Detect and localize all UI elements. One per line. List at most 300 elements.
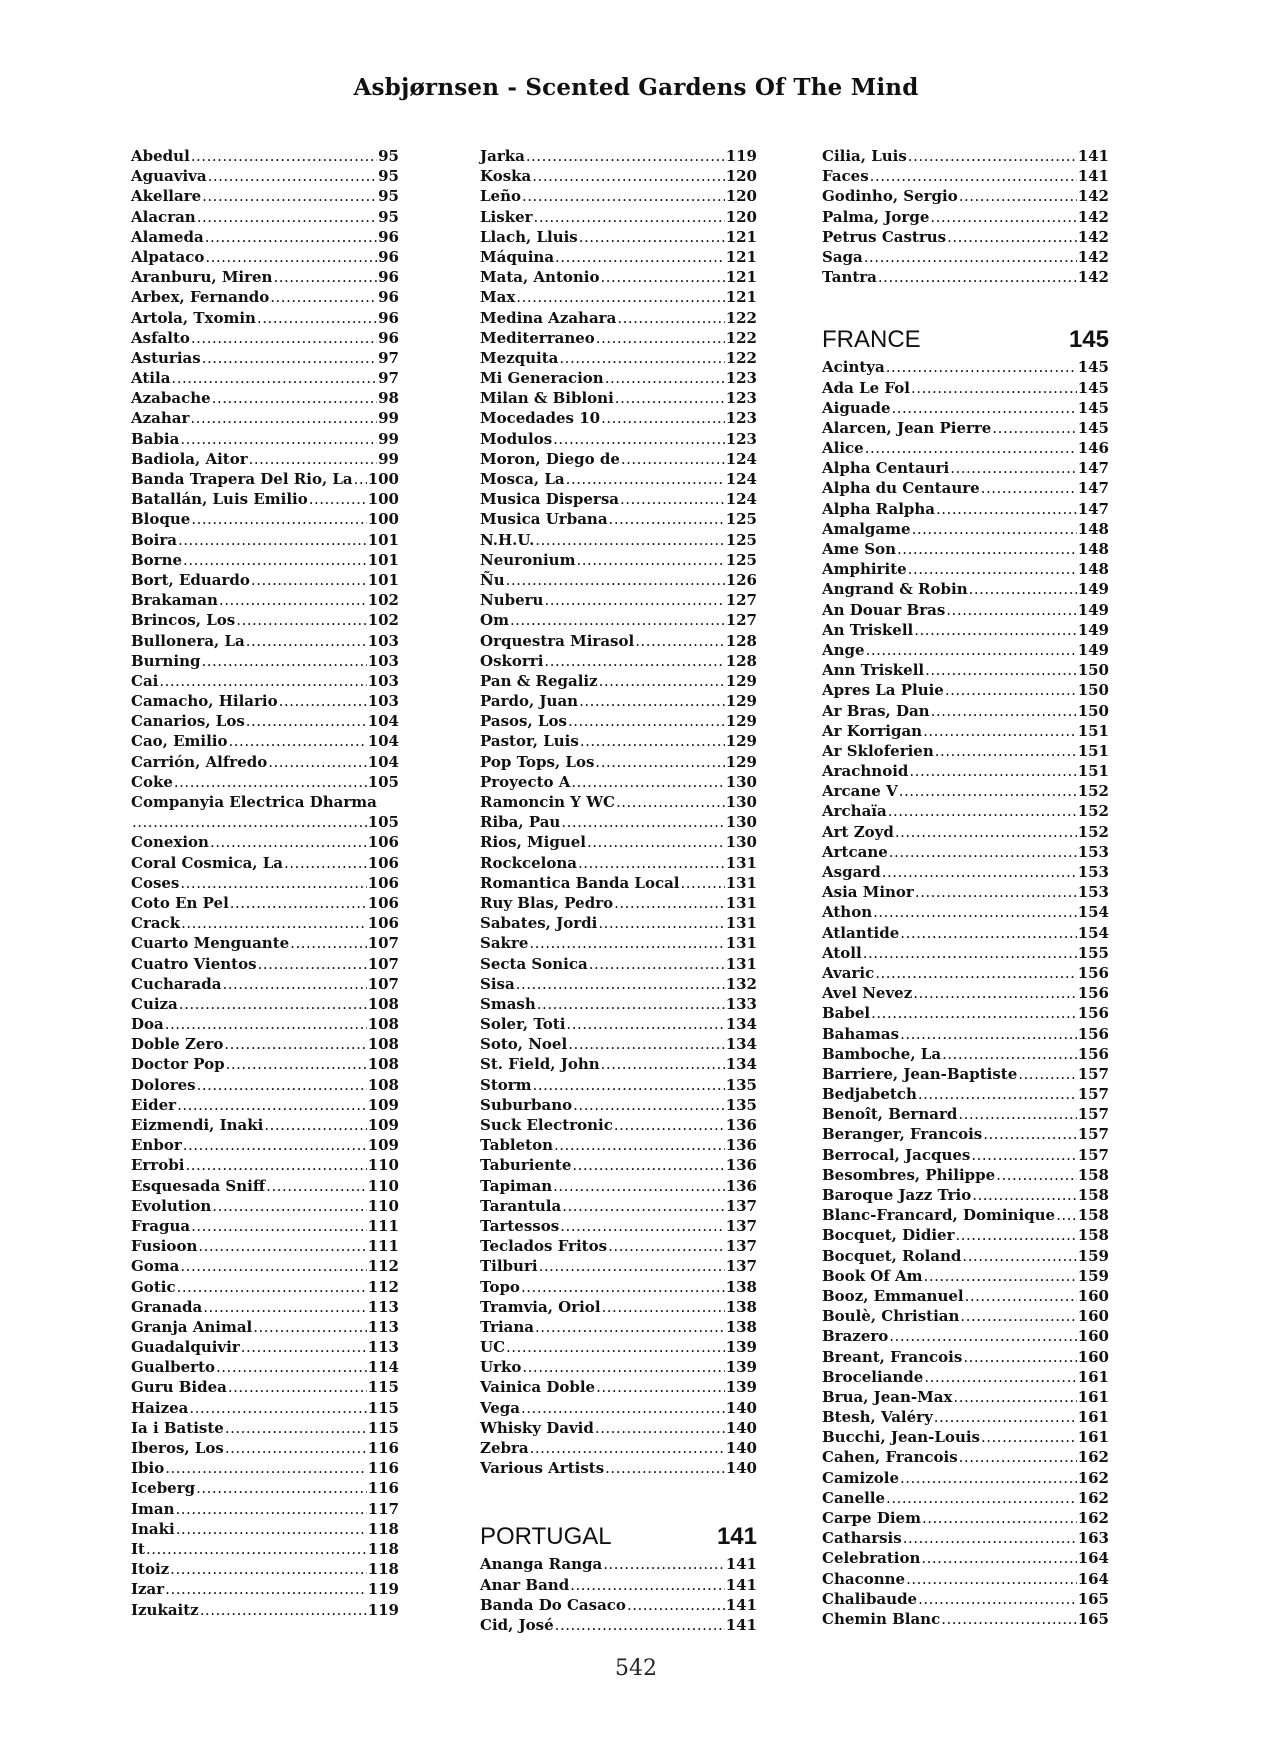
dot-leader [969, 579, 1077, 599]
dot-leader [522, 186, 725, 206]
index-entry [822, 943, 1109, 963]
entry-page: 102 [367, 591, 399, 610]
dot-leader [566, 469, 725, 489]
entry-name: Carrión, Alfredo [131, 752, 268, 771]
entry-page: 156 [1077, 1004, 1109, 1023]
entry-name: Cai [131, 671, 159, 690]
dot-leader [888, 801, 1077, 821]
dot-leader [930, 207, 1076, 227]
dot-leader [934, 1407, 1077, 1427]
dot-leader [224, 1034, 366, 1054]
dot-leader [197, 207, 377, 227]
index-entry [480, 1054, 757, 1074]
entry-name: Ar Bras, Dan [822, 701, 930, 720]
dot-leader [544, 651, 724, 671]
entry-name: Breant, Francois [822, 1347, 963, 1366]
entry-name: Modulos [480, 429, 553, 448]
dot-leader [959, 1447, 1077, 1467]
entry-page: 106 [367, 853, 399, 872]
dot-leader [617, 308, 724, 328]
entry-page: 146 [1077, 439, 1109, 458]
dot-leader [608, 1236, 725, 1256]
index-entry [131, 308, 399, 328]
entry-page: 129 [725, 692, 757, 711]
entry-page: 145 [1077, 418, 1109, 437]
index-entry [822, 1326, 1109, 1346]
entry-page: 158 [1077, 1165, 1109, 1184]
entry-name: Cuarto Menguante [131, 934, 290, 953]
dot-leader [506, 570, 725, 590]
dot-leader [971, 1145, 1076, 1165]
entry-name: Gualberto [131, 1358, 216, 1377]
index-entry [131, 1438, 399, 1458]
index-entry [822, 902, 1109, 922]
entry-page: 139 [725, 1338, 757, 1357]
entry-name: Coke [131, 772, 173, 791]
entry-page: 145 [1077, 378, 1109, 397]
entry-name: Ada Le Fol [822, 378, 910, 397]
dot-leader [534, 207, 725, 227]
entry-page: 110 [367, 1156, 399, 1175]
entry-page: 100 [367, 470, 399, 488]
entry-page: 124 [725, 490, 757, 509]
index-entry [131, 1478, 399, 1498]
dot-leader [878, 267, 1077, 287]
entry-page: 161 [1077, 1387, 1109, 1406]
index-entry [480, 1115, 757, 1135]
index-entry [480, 631, 757, 651]
dot-leader [170, 1559, 367, 1579]
entry-page: 148 [1077, 560, 1109, 579]
section-title: PORTUGAL [480, 1523, 612, 1551]
dot-leader [906, 1569, 1077, 1589]
index-entry [480, 1357, 757, 1377]
index-entry [822, 1347, 1109, 1367]
index-entry [480, 1176, 757, 1196]
entry-name: Tilburi [480, 1257, 538, 1276]
dot-leader [180, 1256, 366, 1276]
entry-page: 142 [1077, 227, 1109, 246]
dot-leader [230, 893, 367, 913]
entry-name: An Triskell [822, 620, 914, 639]
entry-name: Errobi [131, 1156, 185, 1175]
entry-name: Alpha du Centaure [822, 479, 980, 498]
dot-leader [132, 812, 367, 832]
dot-leader [621, 449, 725, 469]
index-entry [822, 1407, 1109, 1427]
dot-leader [601, 1054, 725, 1074]
entry-page: 137 [725, 1257, 757, 1276]
index-entry [822, 146, 1109, 166]
index-entry [822, 882, 1109, 902]
entry-page: 111 [367, 1216, 399, 1235]
index-entry [131, 853, 399, 873]
dot-leader [190, 408, 377, 428]
index-entry [822, 357, 1109, 377]
dot-leader [983, 1124, 1076, 1144]
dot-leader [178, 530, 367, 550]
entry-page: 95 [378, 187, 399, 206]
index-list [822, 146, 1109, 287]
entry-name: Canelle [822, 1488, 886, 1507]
dot-leader [197, 1075, 367, 1095]
dot-leader [535, 530, 724, 550]
entry-name: It [131, 1539, 145, 1558]
index-entry [131, 994, 399, 1014]
entry-name: Banda Trapera Del Rio, La [131, 470, 353, 488]
index-entry [480, 954, 757, 974]
entry-page: 98 [378, 389, 399, 408]
index-entry [822, 600, 1109, 620]
entry-page: 121 [725, 268, 757, 287]
entry-name: Boira [131, 530, 178, 549]
entry-name: Haizea [131, 1398, 189, 1417]
entry-page: 136 [725, 1156, 757, 1175]
index-entry [822, 1003, 1109, 1023]
entry-name: Bahamas [822, 1024, 900, 1043]
entry-name: Book Of Am [822, 1266, 923, 1285]
index-entry [131, 691, 399, 711]
entry-name: Avel Nevez [822, 984, 913, 1003]
index-entry [822, 923, 1109, 943]
index-entry [480, 610, 757, 630]
index-entry [131, 429, 399, 449]
dot-leader [609, 509, 725, 529]
entry-page: 162 [1077, 1509, 1109, 1527]
entry-page: 110 [367, 1196, 399, 1215]
dot-leader [614, 1115, 725, 1135]
entry-page: 106 [367, 914, 399, 933]
entry-name: Ananga Ranga [480, 1555, 603, 1574]
entry-page: 116 [367, 1479, 399, 1498]
index-entry [822, 378, 1109, 398]
index-entry [822, 1609, 1109, 1629]
entry-name: Canarios, Los [131, 712, 245, 731]
index-entry [131, 1075, 399, 1095]
section-heading-france [822, 325, 1109, 355]
index-entry [480, 287, 757, 307]
entry-name: Aiguade [822, 398, 891, 417]
entry-page: 152 [1077, 802, 1109, 821]
entry-name: Beranger, Francois [822, 1125, 983, 1144]
dot-leader [179, 994, 367, 1014]
section-page: 145 [1068, 326, 1109, 354]
entry-page: 152 [1077, 782, 1109, 801]
index-entry [131, 1337, 399, 1357]
dot-leader [171, 368, 377, 388]
entry-page: 106 [367, 893, 399, 912]
entry-page: 122 [725, 348, 757, 367]
entry-page: 120 [725, 207, 757, 226]
index-entry [480, 1095, 757, 1115]
entry-page: 165 [1077, 1589, 1109, 1608]
entry-name: Camacho, Hilario [131, 692, 278, 711]
index-entry [480, 550, 757, 570]
entry-page: 154 [1077, 903, 1109, 922]
dot-leader [959, 186, 1077, 206]
entry-page: 156 [1077, 1024, 1109, 1043]
dot-leader [922, 1508, 1077, 1528]
entry-page: 153 [1077, 863, 1109, 881]
entry-name: Tantra [822, 268, 877, 287]
entry-page: 128 [725, 651, 757, 670]
entry-page: 114 [367, 1358, 399, 1377]
dot-leader [533, 1075, 725, 1095]
entry-page: 133 [725, 994, 757, 1013]
index-entry [480, 1034, 757, 1054]
index-entry [131, 1418, 399, 1438]
dot-leader [165, 1458, 366, 1478]
dot-leader [212, 1196, 366, 1216]
entry-page: 106 [367, 833, 399, 852]
entry-name: Mezquita [480, 348, 559, 367]
entry-name: Asfalto [131, 328, 190, 347]
dot-leader [601, 408, 725, 428]
entry-page: 125 [725, 550, 757, 569]
entry-name: Babia [131, 429, 180, 448]
dot-leader [863, 943, 1077, 963]
index-entry [480, 974, 757, 994]
index-entry [131, 1579, 399, 1599]
index-entry [822, 1548, 1109, 1568]
entry-name: Oskorri [480, 651, 544, 670]
dot-leader [189, 1398, 366, 1418]
index-entry [131, 570, 399, 590]
entry-page: 101 [367, 570, 399, 589]
entry-page: 158 [1077, 1186, 1109, 1204]
entry-name: Alpha Ralpha [822, 499, 936, 518]
index-entry [480, 348, 757, 368]
dot-leader [279, 691, 367, 711]
entry-name: Fusioon [131, 1237, 198, 1256]
entry-name: Tarantula [480, 1196, 562, 1215]
entry-page: 122 [725, 328, 757, 347]
index-entry [480, 913, 757, 933]
dot-leader [924, 1367, 1076, 1387]
index-entry [480, 186, 757, 206]
index-entry [131, 590, 399, 610]
dot-leader [290, 933, 367, 953]
dot-leader [222, 974, 366, 994]
dot-leader [596, 328, 725, 348]
index-entry [131, 227, 399, 247]
index-entry [131, 247, 399, 267]
entry-name: Alacran [131, 207, 196, 226]
entry-name: Amalgame [822, 519, 911, 538]
index-entry [480, 1014, 757, 1034]
index-entry [131, 348, 399, 368]
dot-leader [587, 832, 725, 852]
entry-page: 103 [367, 671, 399, 690]
index-entry [480, 509, 757, 529]
dot-leader [914, 620, 1076, 640]
dot-leader [246, 631, 367, 651]
entry-name: Nuberu [480, 591, 544, 610]
entry-name: Doble Zero [131, 1035, 224, 1054]
entry-page: 151 [1077, 762, 1109, 781]
index-entry [822, 1528, 1109, 1548]
entry-name: Musica Urbana [480, 510, 608, 529]
index-entry [822, 186, 1109, 206]
entry-name: Ñu [480, 570, 505, 589]
entry-name: Baroque Jazz Trio [822, 1186, 972, 1204]
entry-page: 142 [1077, 207, 1109, 226]
index-entry [131, 1519, 399, 1539]
entry-name: Izukaitz [131, 1600, 199, 1619]
entry-name: Broceliande [822, 1367, 924, 1386]
index-entry [822, 1387, 1109, 1407]
entry-name: Tableton [480, 1136, 554, 1155]
entry-name: Vega [480, 1398, 521, 1417]
index-entry [822, 721, 1109, 741]
entry-name: Riba, Pau [480, 813, 561, 832]
entry-page: 120 [725, 187, 757, 206]
entry-name: Celebration [822, 1549, 921, 1568]
index-entry [822, 781, 1109, 801]
entry-page: 153 [1077, 842, 1109, 861]
index-entry [131, 1277, 399, 1297]
entry-name: Guadalquivir [131, 1338, 240, 1357]
entry-name: Chaconne [822, 1569, 906, 1588]
entry-name: Itoiz [131, 1560, 170, 1579]
entry-page: 95 [378, 147, 399, 165]
dot-leader [915, 882, 1077, 902]
dot-leader [602, 1297, 725, 1317]
dot-leader [236, 610, 366, 630]
entry-page: 164 [1077, 1549, 1109, 1568]
entry-page: 131 [725, 893, 757, 912]
entry-name: Llach, Lluis [480, 227, 578, 246]
entry-page: 134 [725, 1055, 757, 1074]
entry-page: 123 [725, 409, 757, 428]
entry-page: 138 [725, 1317, 757, 1336]
entry-name: Orquestra Mirasol [480, 631, 635, 650]
index-entry [822, 1145, 1109, 1165]
entry-name: Various Artists [480, 1459, 605, 1478]
index-entry [480, 1458, 757, 1478]
index-entry [131, 1458, 399, 1478]
dot-leader [516, 974, 725, 994]
entry-page: 156 [1077, 984, 1109, 1003]
index-entry [131, 146, 399, 166]
entry-page: 129 [725, 712, 757, 731]
entry-name: Mediterraneo [480, 328, 595, 347]
dot-leader [521, 1277, 725, 1297]
entry-page: 103 [367, 651, 399, 670]
dot-leader [595, 1418, 725, 1438]
dot-leader [539, 1256, 725, 1276]
index-entry [822, 438, 1109, 458]
index-entry [131, 388, 399, 408]
entry-page: 132 [725, 974, 757, 993]
entry-name: Aranburu, Miren [131, 268, 273, 287]
entry-page: 152 [1077, 822, 1109, 841]
index-entry [131, 1216, 399, 1236]
index-entry [822, 539, 1109, 559]
dot-leader [882, 862, 1077, 882]
dot-leader [180, 429, 377, 449]
dot-leader [284, 853, 367, 873]
entry-name: Mi Generacion [480, 369, 604, 388]
dot-leader [544, 590, 724, 610]
entry-name: Bucchi, Jean-Louis [822, 1428, 980, 1447]
dot-leader [561, 812, 724, 832]
index-entry [480, 1216, 757, 1236]
entry-name: Boulè, Christian [822, 1307, 960, 1326]
index-entry [822, 983, 1109, 1003]
entry-page: 157 [1077, 1105, 1109, 1124]
entry-page: 124 [725, 470, 757, 488]
entry-name: Neuronium [480, 550, 576, 569]
entry-page: 149 [1077, 580, 1109, 599]
dot-leader [266, 1176, 367, 1196]
index-entry [131, 207, 399, 227]
dot-leader [886, 1488, 1077, 1508]
dot-leader [942, 1044, 1077, 1064]
entry-name: Bocquet, Roland [822, 1246, 962, 1265]
dot-leader [196, 1478, 367, 1498]
dot-leader [202, 348, 377, 368]
entry-name: Carpe Diem [822, 1509, 921, 1527]
entry-name: Artcane [822, 842, 888, 861]
entry-page: 96 [378, 227, 399, 246]
entry-name: Camizole [822, 1468, 899, 1487]
dot-leader [559, 348, 724, 368]
entry-name: Akellare [131, 187, 202, 206]
entry-page: 142 [1077, 247, 1109, 266]
index-entry [131, 1539, 399, 1559]
dot-leader [992, 418, 1076, 438]
index-entry [480, 408, 757, 428]
entry-page: 119 [367, 1600, 399, 1619]
dot-leader [947, 227, 1077, 247]
entry-name: Burning [131, 651, 201, 670]
dot-leader [627, 1595, 725, 1615]
entry-page: 162 [1077, 1468, 1109, 1487]
entry-name: Cucharada [131, 974, 222, 993]
dot-leader [580, 731, 725, 751]
index-entry [822, 822, 1109, 842]
entry-name: Abedul [131, 147, 190, 165]
entry-name: Vainica Doble [480, 1378, 596, 1397]
dot-leader [579, 227, 725, 247]
dot-leader [889, 1326, 1076, 1346]
entry-name: Asturias [131, 348, 201, 367]
entry-page: 105 [367, 813, 399, 832]
index-entry [822, 963, 1109, 983]
entry-name: Suck Electronic [480, 1116, 613, 1134]
dot-leader [870, 166, 1077, 186]
entry-page: 109 [367, 1095, 399, 1114]
index-entry [131, 469, 399, 489]
entry-name: Pastor, Luis [480, 732, 579, 751]
entry-page: 136 [725, 1136, 757, 1155]
entry-name: Mata, Antonio [480, 268, 600, 287]
entry-page: 111 [367, 1237, 399, 1256]
dot-leader [578, 853, 725, 873]
index-entry [822, 620, 1109, 640]
index-entry [131, 186, 399, 206]
entry-name: Esquesada Sniff [131, 1176, 266, 1195]
index-entry [480, 671, 757, 691]
index-entry [131, 1054, 399, 1074]
index-entry [480, 873, 757, 893]
dot-leader [537, 994, 725, 1014]
entry-name: Doa [131, 1015, 164, 1034]
index-entry [131, 1135, 399, 1155]
entry-page: 131 [725, 914, 757, 933]
entry-page: 149 [1077, 600, 1109, 619]
